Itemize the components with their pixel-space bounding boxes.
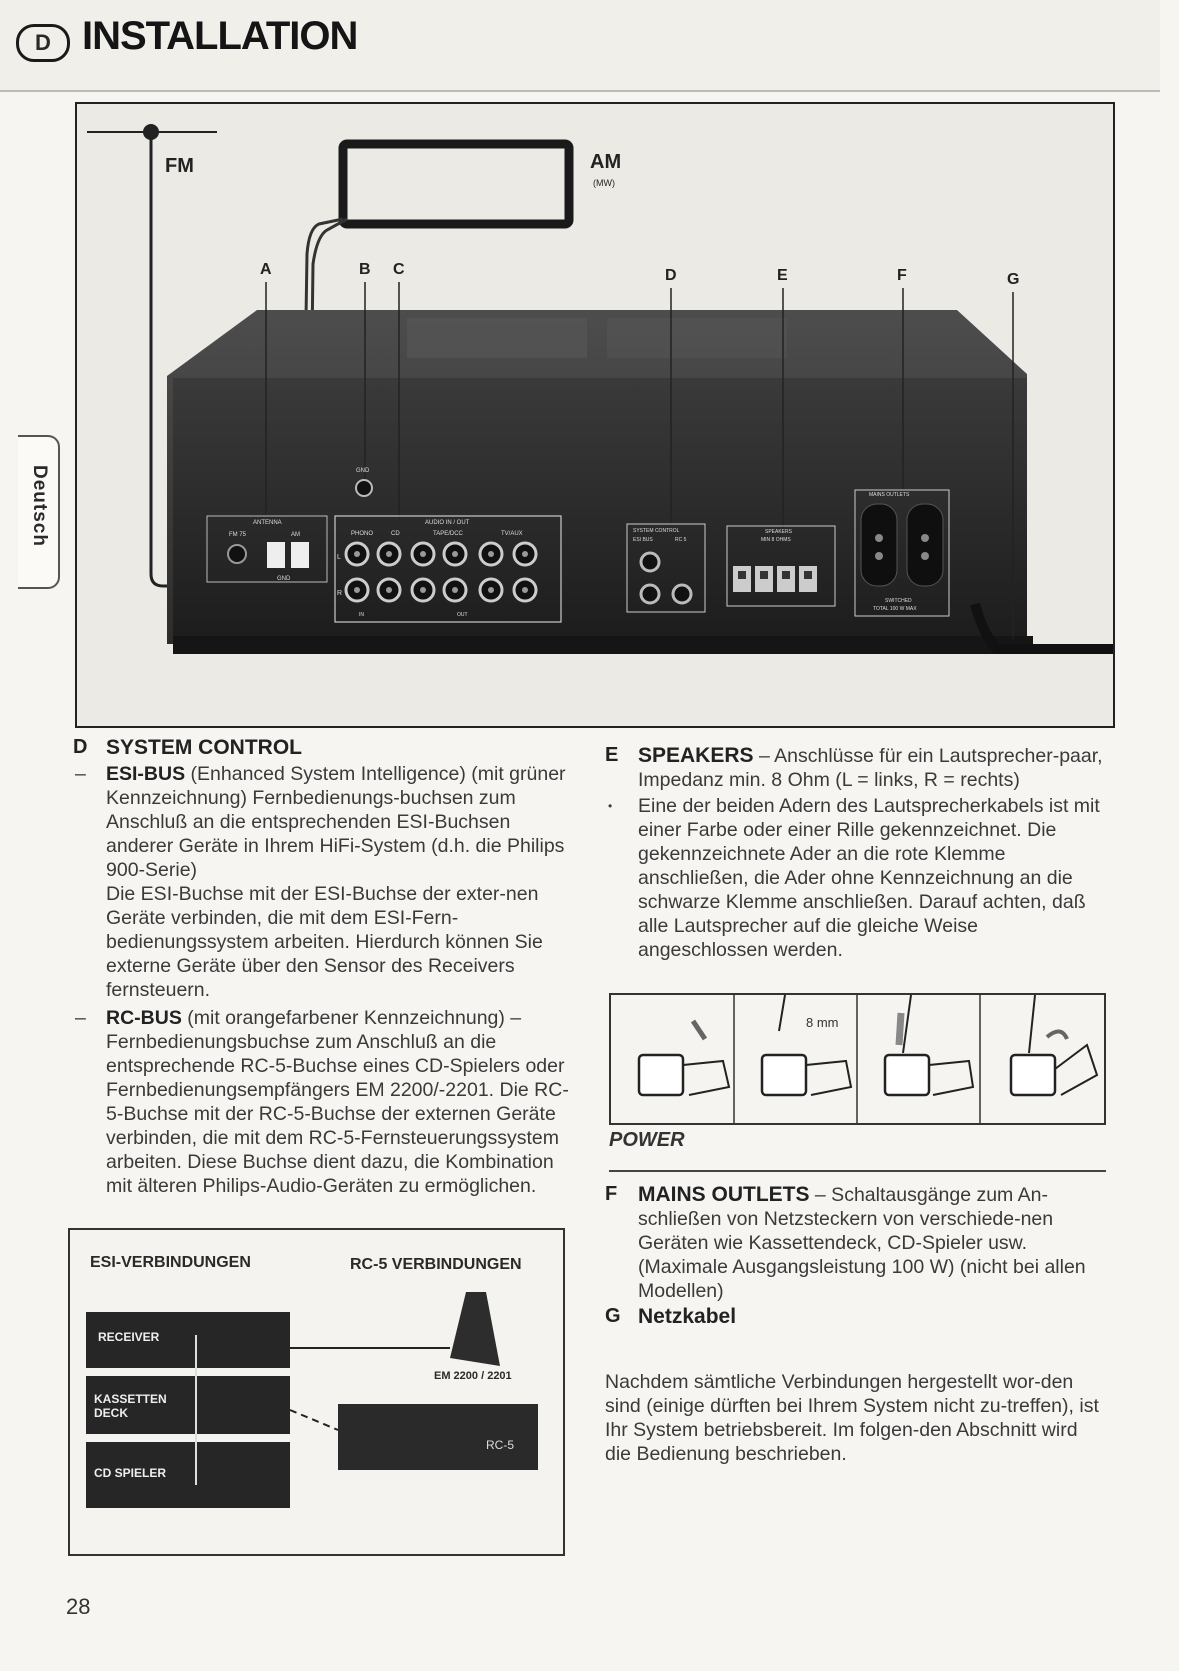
audio-label: AUDIO IN / OUT	[425, 520, 470, 526]
receiver-rear-photo	[75, 102, 1115, 728]
rc5-link	[290, 1410, 338, 1430]
em-receiver-device	[450, 1292, 500, 1366]
section-letter-e: E	[605, 744, 619, 766]
esi-bus-text: (Enhanced System Intelligence) (mit grüner Kennzeichnung) Fernbedienungs-buchsen zum Anschluß an die entsprechenden ESI-Buchsen anderer Geräte in Ihrem HiFi-System (d.h. die Philips 900-Serie)	[106, 763, 566, 881]
page-title: INSTALLATION	[82, 14, 358, 58]
power-divider	[609, 1170, 1106, 1172]
wire-length-label: 8 mm	[806, 1015, 839, 1030]
terminal-step-3	[885, 1055, 929, 1095]
callout-d: D	[665, 267, 677, 284]
rc5-unit-label: RC-5	[486, 1438, 515, 1452]
am-sub-label: (MW)	[593, 178, 615, 188]
speakers-text: – Anschlüsse für ein Lautsprecher-paar, Impedanz min. 8 Ohm (L = links, R = rechts)	[638, 745, 1103, 791]
fm-label: FM	[165, 155, 194, 177]
am-label: AM	[590, 151, 622, 173]
esi-connections-title: ESI-VERBINDUNGEN	[90, 1254, 251, 1271]
gnd-socket	[356, 480, 372, 496]
esi-bus-socket-1	[641, 553, 659, 571]
arrow-press	[693, 1021, 705, 1039]
rca-jack-pin	[354, 551, 360, 557]
fm-socket	[228, 545, 246, 563]
callout-a: A	[260, 261, 272, 278]
callout-g: G	[1007, 271, 1020, 288]
rca-jack-pin	[354, 587, 360, 593]
speakers-title: SPEAKERS	[638, 744, 754, 767]
rca-jack-pin	[488, 587, 494, 593]
wire-steps-illustration	[611, 995, 1104, 1123]
speakers-section	[605, 744, 1110, 962]
vent-grille-2	[607, 318, 787, 358]
system-control-label: SYSTEM CONTROL	[633, 528, 680, 534]
left-channel-label: L	[337, 554, 341, 561]
mains-paragraph	[638, 1183, 1110, 1303]
terminal-step-2	[762, 1055, 806, 1095]
rc-bus-paragraph	[106, 1006, 573, 1198]
cd-jack-label: CD	[391, 531, 400, 537]
power-heading: POWER	[609, 1129, 685, 1151]
cd-player-label: CD SPIELER	[94, 1466, 167, 1480]
rc5-unit	[338, 1404, 538, 1470]
connections-diagram	[68, 1228, 565, 1556]
terminal-step-1	[639, 1055, 683, 1095]
page-header	[0, 0, 1160, 92]
section-letter-g: G	[605, 1305, 621, 1327]
esi-bus-paragraph	[106, 762, 573, 882]
gnd-terminal-label: GND	[277, 576, 291, 582]
speakers-paragraph	[638, 744, 1110, 792]
esibus-label: ESI BUS	[633, 537, 653, 543]
tvaux-label: TV/AUX	[501, 531, 523, 537]
screwdriver-icon	[779, 995, 785, 1031]
rc-dash: –	[75, 1007, 86, 1029]
receiver-label: RECEIVER	[98, 1330, 160, 1344]
rca-jack-pin	[420, 551, 426, 557]
language-tab-label: Deutsch	[29, 465, 50, 547]
section-letter-d: D	[73, 736, 88, 758]
rca-jack-pin	[488, 551, 494, 557]
fm75-label: FM 75	[229, 532, 247, 538]
rca-jack-pin	[420, 587, 426, 593]
am-terminal-2	[291, 542, 309, 568]
mains-socket-2	[907, 504, 943, 586]
rc5-connections-title: RC-5 VERBINDUNGEN	[350, 1256, 522, 1273]
closing-paragraph: Nachdem sämtliche Verbindungen hergestellt wor-den sind (einige dürften bei Ihrem System nicht zu-treffen), ist Ihr System betriebsbereit. Im folgen-den Abschnitt wird die Bedienung beschrieben.	[605, 1371, 1099, 1465]
rca-jack-pin	[386, 587, 392, 593]
switched-label: SWITCHED	[885, 598, 912, 604]
total-label: TOTAL 100 W MAX	[873, 606, 917, 612]
mains-text: – Schaltausgänge zum An-schließen von Netzsteckern von verschiede-nen Geräten wie Kassettendeck, CD-Spieler usw. (Maximale Ausgangsleistung 100 W) (nicht bei allen Modellen)	[638, 1184, 1086, 1302]
tape-deck-label: KASSETTEN DECK	[94, 1392, 167, 1420]
section-letter-f: F	[605, 1183, 618, 1205]
right-channel-label: R	[337, 590, 343, 597]
mains-socket-1	[861, 504, 897, 586]
esi-dash: –	[75, 763, 86, 785]
netzkabel-title: Netzkabel	[638, 1305, 737, 1328]
speakers-note: Eine der beiden Adern des Lautsprecherkabels ist mit einer Farbe oder einer Rille gekennzeichnet. Die gekennzeichnete Ader an die rote Klemme anschließen, die Ader ohne Kennzeichnung an die schwarze Klemme anschließen. Darauf achten, daß alle Lautsprecher auf die gleiche Weise angeschlossen werden.	[638, 795, 1100, 961]
rc-bus-text: (mit orangefarbener Kennzeichnung) – Fernbedienungsbuchse zum Anschluß an die entsprechende RC-5-Buchse eines CD-Spielers oder Fernbedienungsempfängers EM 2200/-2201. Die RC-5-Buchse mit der RC-5-Buchse der externen Geräte verbinden, die mit dem RC-5-Fernsteuerungssystem arbeiten. Diese Buchse dient dazu, die Kombination mit älteren Philips-Audio-Geräten zu ermöglichen.	[106, 1007, 569, 1197]
language-badge: D	[16, 24, 70, 62]
am-terminal-1	[267, 542, 285, 568]
phono-in-label: IN	[359, 612, 364, 618]
tapedcc-label: TAPE/DCC	[433, 531, 463, 537]
note-bullet: •	[608, 799, 613, 813]
rc-bus-socket	[673, 585, 691, 603]
rc5-label: RC 5	[675, 537, 687, 543]
antenna-terminal-label: ANTENNA	[253, 520, 282, 526]
arrow-release	[1047, 1031, 1067, 1039]
page-number: 28	[66, 1594, 91, 1619]
speakers-label: SPEAKERS	[765, 529, 792, 535]
language-tab	[18, 435, 60, 589]
callout-f: F	[897, 267, 907, 284]
em-label: EM 2200 / 2201	[434, 1370, 512, 1382]
mains-outlets-label: MAINS OUTLETS	[869, 492, 910, 498]
rca-jack-pin	[452, 551, 458, 557]
speaker-wire-steps	[609, 993, 1106, 1125]
callout-e: E	[777, 267, 788, 284]
esi-bus-name: ESI-BUS	[106, 763, 186, 785]
system-control-title: SYSTEM CONTROL	[106, 736, 303, 759]
rca-jack-pin	[386, 551, 392, 557]
esi-bus-text2: Die ESI-Buchse mit der ESI-Buchse der exter-nen Geräte verbinden, die mit dem ESI-Fern-bedienungssystem arbeiten. Hierdurch können Sie externe Geräte über den Sensor des Receivers fernsteuern.	[106, 883, 543, 1001]
min8-label: MIN 8 OHMS	[761, 537, 791, 543]
am-loop-antenna	[343, 144, 569, 224]
mains-title: MAINS OUTLETS	[638, 1183, 810, 1206]
am-terminal-label: AM	[291, 532, 300, 538]
mains-section	[605, 1183, 1110, 1329]
rc-bus-name: RC-BUS	[106, 1007, 182, 1029]
terminal-step-4	[1011, 1055, 1055, 1095]
callout-b: B	[359, 261, 371, 278]
callout-c: C	[393, 261, 405, 278]
vent-grille-1	[407, 318, 587, 358]
rca-jack-pin	[522, 587, 528, 593]
system-control-section	[73, 736, 573, 1198]
rca-jack-pin	[522, 551, 528, 557]
receiver-rear-illustration	[77, 104, 1113, 726]
rca-jack-pin	[452, 587, 458, 593]
arrow-insert	[899, 1013, 901, 1045]
esi-bus-socket-2	[641, 585, 659, 603]
phono-label: PHONO	[351, 531, 374, 537]
chassis-feet	[173, 636, 1033, 654]
gnd-label: GND	[356, 468, 370, 474]
tape-out-label: OUT	[457, 612, 468, 618]
